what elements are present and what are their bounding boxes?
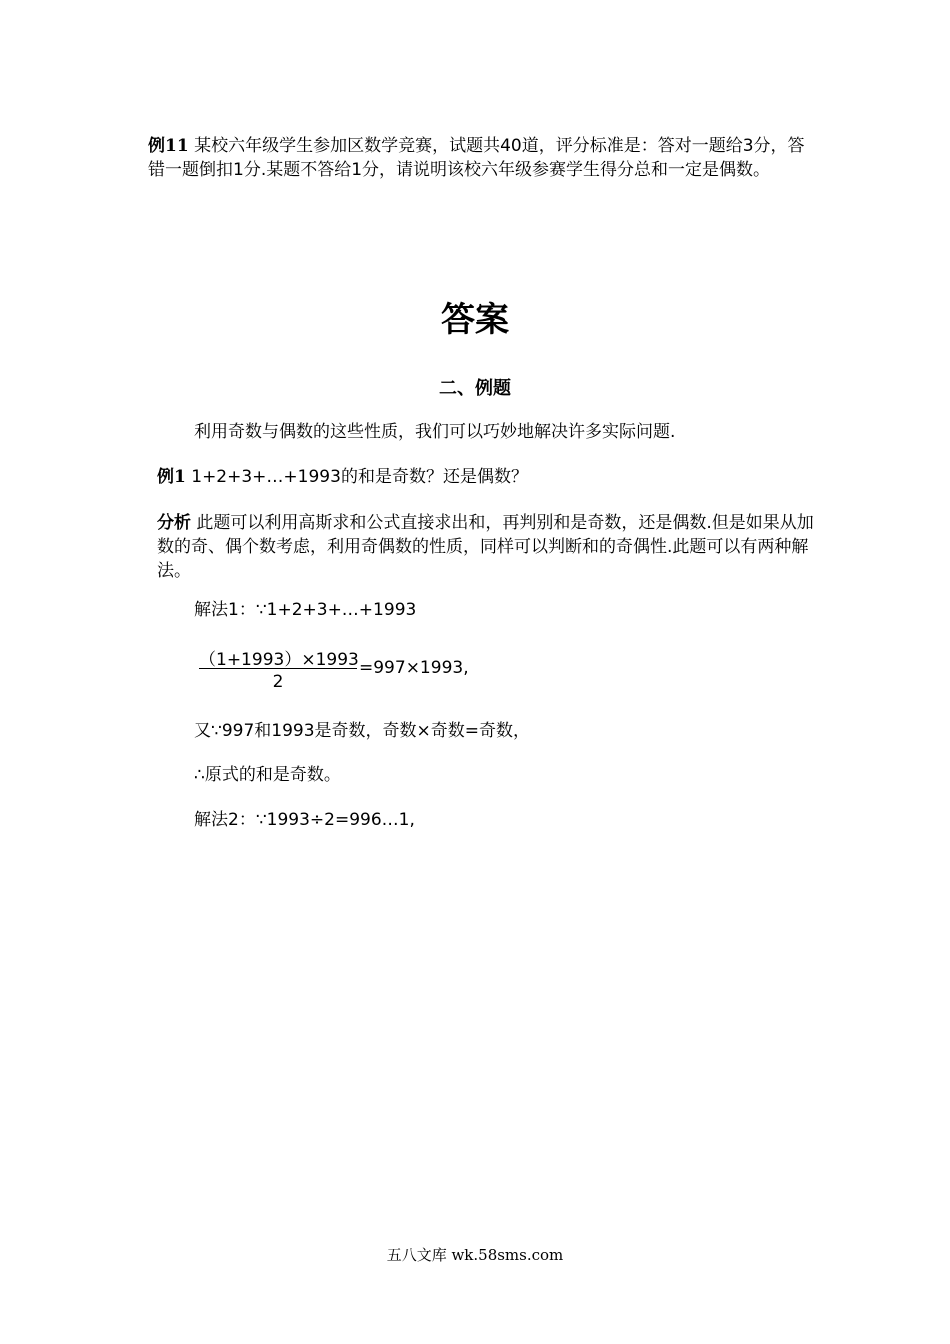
fraction-result: =997×1993,	[359, 658, 469, 678]
fraction-numerator: （1+1993）×1993	[199, 650, 359, 670]
fraction-denominator: 2	[272, 672, 284, 692]
example-1-label: 例1	[157, 467, 186, 487]
analysis-paragraph	[157, 511, 817, 583]
answer-title: 答案	[441, 300, 509, 340]
solution-1-line-1: 解法1：∵1+2+3+…+1993	[194, 600, 417, 620]
analysis-text: 此题可以利用高斯求和公式直接求出和，再判别和是奇数，还是偶数.但是如果从加数的奇、偶个数考虑，利用奇偶数的性质，同样可以判断和的奇偶性.此题可以有两种解法。	[157, 513, 814, 581]
example-11-label: 例11	[148, 136, 189, 156]
footer-watermark: 五八文库 wk.58sms.com	[386, 1246, 564, 1264]
example-11-text: 某校六年级学生参加区数学竞赛，试题共40道，评分标准是：答对一题给3分，答错一题倒扣1分.某题不答给1分，请说明该校六年级参赛学生得分总和一定是偶数。	[148, 136, 805, 180]
solution-1-conclusion: ∴原式的和是奇数。	[194, 765, 341, 785]
solution-2-line-1: 解法2：∵1993÷2=996…1,	[194, 810, 415, 830]
example-11-paragraph	[148, 134, 818, 182]
intro-paragraph: 利用奇数与偶数的这些性质，我们可以巧妙地解决许多实际问题.	[194, 422, 676, 442]
fraction-bar	[199, 668, 357, 669]
analysis-label: 分析	[157, 513, 191, 533]
solution-1-line-3: 又∵997和1993是奇数，奇数×奇数=奇数，	[194, 721, 531, 741]
example-1-text: 1+2+3+…+1993的和是奇数？还是偶数？	[191, 467, 528, 487]
section-heading: 二、例题	[439, 378, 511, 399]
example-1-paragraph	[157, 465, 777, 489]
